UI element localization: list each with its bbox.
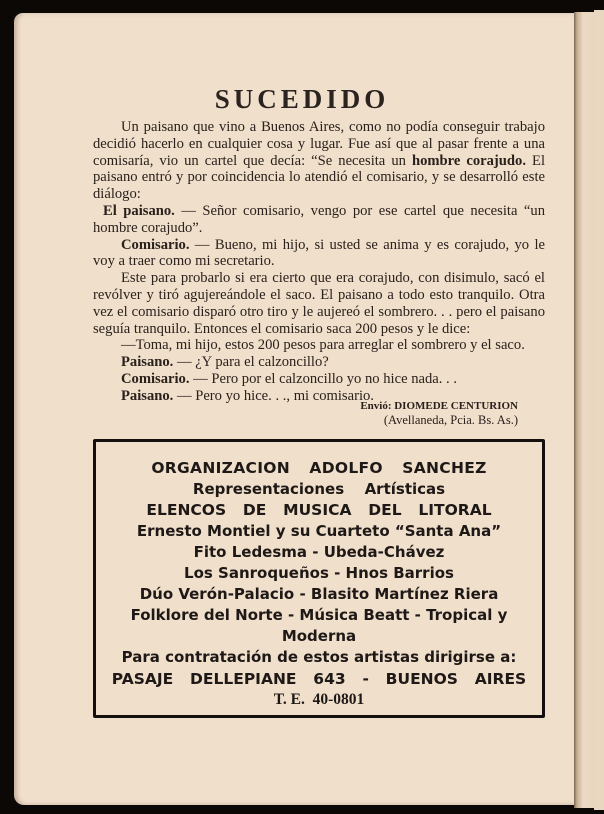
ad-artist-line: Fito Ledesma - Ubeda-Chávez — [193, 543, 445, 561]
ad-artist-line: Ernesto Montiel y su Cuarteto “Santa Ana” — [136, 522, 502, 540]
ad-subtitle: Representaciones Artísticas — [192, 480, 446, 498]
dialogue-text: — ¿Y para el calzoncillo? — [173, 354, 329, 371]
dialogue-text: — Pero yo hice. . ., mi comisario. — [173, 387, 374, 404]
speaker-label: El paisano. — [103, 202, 175, 219]
story-title: SUCEDIDO — [214, 84, 390, 114]
dialogue-line — [93, 354, 545, 371]
story-paragraph-narration: Este para probarlo si era cierto que era corajudo, con disimulo, sacó el revólver y tiró agujereándole el saco. El paisano a todo esto tranquilo. Otra vez el comisario disparó otro tiro y le aujereó el sombrero. . . pero el paisano seguía tranquilo. Entonces el comisario saca 200 pesos y le dice: — [93, 270, 545, 337]
speaker-label: Paisano. — [121, 387, 174, 404]
story-credit — [300, 399, 518, 428]
dialogue-text: — Bueno, mi hijo, si usted se anima y es corajudo, yo le voy a traer como mi secretario. — [93, 236, 545, 270]
ad-heading: ELENCOS DE MUSICA DEL LITORAL — [146, 501, 492, 519]
ad-artist-line: Los Sanroqueños - Hnos Barrios — [184, 564, 454, 582]
credit-sender: Envió: DIOMEDE CENTURION — [360, 400, 518, 412]
ad-artist-line: Dúo Verón-Palacio - Blasito Martínez Riera — [139, 585, 499, 603]
intro-text-2: El paisano entró y por coincidencia lo atendió el comisario, y se desarrolló este diálogo: — [93, 152, 545, 203]
dialogue-line — [93, 371, 545, 388]
ad-genre-line: Folklore del Norte - Música Beatt - Tropical y — [130, 606, 508, 624]
story-body — [93, 119, 545, 405]
intro-text-1: Un paisano que vino a Buenos Aires, como no podía conseguir trabajo decidió hacerlo en cualquier cosa y lugar. Fue así que al pasar frente a una comisaría, vio un cartel que decía: “Se necesita un — [93, 119, 545, 169]
dialogue-line — [93, 237, 545, 271]
credit-place: (Avellaneda, Pcia. Bs. As.) — [383, 413, 518, 427]
ad-contact-prompt: Para contratación de estos artistas dirigirse a: — [121, 648, 517, 666]
ad-genre-line: Moderna — [281, 627, 357, 645]
story-paragraph-intro — [93, 119, 545, 203]
advertisement-box — [93, 439, 545, 718]
speaker-label: Comisario. — [121, 370, 190, 387]
dialogue-line — [93, 203, 545, 237]
ad-address: PASAJE DELLEPIANE 643 - BUENOS AIRES — [111, 670, 527, 688]
ad-phone: T. E. 40-0801 — [273, 691, 365, 708]
book-spine — [574, 12, 594, 808]
next-page-edge — [594, 10, 604, 810]
speaker-label: Paisano. — [121, 354, 174, 371]
story-paragraph-quote: —Toma, mi hijo, estos 200 pesos para arreglar el sombrero y el saco. — [121, 337, 525, 354]
ad-organization-name: ORGANIZACION ADOLFO SANCHEZ — [151, 459, 487, 477]
dialogue-text: — Pero por el calzoncillo yo no hice nada. . . — [189, 370, 457, 387]
speaker-label: Comisario. — [121, 236, 190, 253]
intro-bold-phrase: hombre corajudo. — [411, 152, 526, 169]
dialogue-text: — Señor comisario, vengo por ese cartel que necesita “un hombre corajudo”. — [93, 202, 545, 236]
